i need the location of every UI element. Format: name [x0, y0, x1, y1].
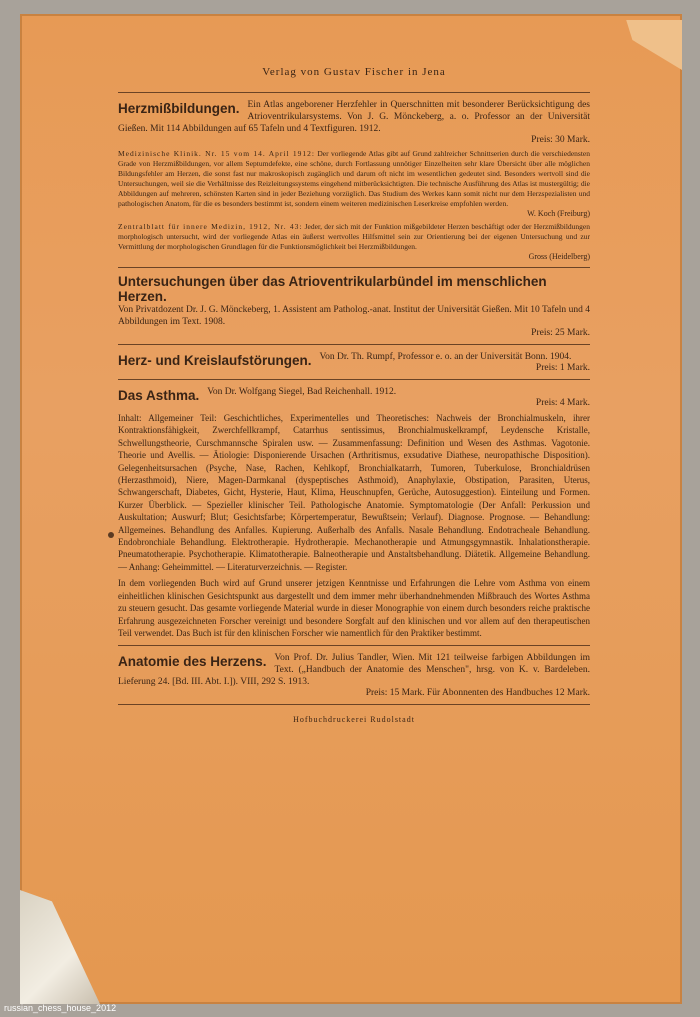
divider: [118, 645, 590, 646]
divider: [118, 344, 590, 345]
entry-title: Herzmißbildungen.: [118, 101, 240, 116]
entry-price: Preis: 1 Mark.: [535, 363, 590, 373]
review-2: [118, 222, 590, 252]
entry-description: Von Privatdozent Dr. J. G. Mönckeberg, 1. Assistent am Patholog.-anat. Institut der Universität Gießen. Mit 10 Tafeln und 4 Abbildungen im Text. 1908.: [118, 305, 590, 327]
divider: [118, 379, 590, 380]
entry-description: Von Dr. Th. Rumpf, Professor e. o. an der Universität Bonn. 1904.: [319, 352, 572, 362]
advertisement-page: [118, 60, 590, 724]
entry-herzmissbildungen: [118, 99, 590, 261]
review-signature: Gross (Heidelberg): [528, 252, 590, 261]
entry-price: Preis: 4 Mark.: [535, 398, 590, 408]
entry-contents: Inhalt: Allgemeiner Teil: Geschichtliches, Experimentelles und Theoretisches: Nachweis der Bronchialmuskeln, ihrer Kontraktionsfähigkeit, Zwerchfellkrampf, Catarrhus sentissimus, Bronchialmuskelkrampf, Leydensche Kristalle, Schwellungstheorie, Curschmannsche Spiralen usw. — Zusammenfassung: Definition und Wesen des Asthmas. Vagotonie. Theorie und Avellis. — Ätiologie: Disponierende Ursachen (Arthritismus, exsudative Diathese, neuropathische Disposition). Gelegenheitsursachen (Psyche, Nase, Rachen, Kehlkopf, Bronchialkatarrh, Tumoren, Tuberkulose, Bronchialdrüsen (Herzasthmoid), Niere, Magen-Darmkanal (dyspeptisches Asthmoid), Anaphylaxie, Obstipation, Parasiten, Uterus, Schwangerschaft, Diabetes, Gicht, Hysterie, Haut, Klima, Heuschnupfen, Gerüche, Autosuggestion). Einteilung und Formen. Kurzer Überblick. — Spezieller klinischer Teil. Pathologische Anatomie. Symptomatologie (Der Anfall: Perkussion und Auskultation; Auswurf; Blut; Gesichtsfarbe; Körpertemperatur, Bewußtsein; Verlauf). Diagnose. Prognose. — Behandlung: Allgemeines. Behandlung des Anfalles. Kupierung. Außerhalb des Anfalls. Nasale Behandlung. Endotracheale Behandlung. Endobronchiale Behandlung. Elektrotherapie. Hydrotherapie. Mechanotherapie und Atmungsgymnastik. Inhalationstherapie. Pneumatotherapie. Psychotherapie. Klimatotherapie. Balneotherapie und Anstaltsbehandlung. Diätetik. Allgemeine Behandlung. — Anhang: Geheimmittel. — Literaturverzeichnis. — Register.: [118, 413, 590, 572]
entry-description: Von Dr. Wolfgang Siegel, Bad Reichenhall. 1912.: [207, 387, 397, 397]
entry-price: Preis: 25 Mark.: [531, 328, 590, 338]
divider: [118, 92, 590, 93]
entry-title: Das Asthma.: [118, 388, 200, 403]
entry-title: Anatomie des Herzens.: [118, 654, 267, 670]
review-text: Jeder, der sich mit der Funktion mißgebildeter Herzen beschäftigt oder der Herzmißbildungen morphologisch untersucht, wird der vorliegende Atlas ein äußerst wertvolles Hilfsmittel sein zur Orientierung bei der eigenen Untersuchung und zur Vermittlung der morphologischen Grundlagen für die Funktionsmöglichkeit bei Herzmißbildungen.: [118, 222, 591, 251]
publisher-header: Verlag von Gustav Fischer in Jena: [262, 66, 446, 78]
printer-imprint: Hofbuchdruckerei Rudolstadt: [293, 715, 415, 725]
entry-atrioventrikularbuendel: [118, 274, 590, 338]
review-text: Der vorliegende Atlas gibt auf Grund zahlreicher Schnittserien durch die verschiedensten Grade von Herzmißbildungen, vor allem Septumdefekte, eine schöne, durch Fortlassung unnötiger Einzelheiten sehr klare Übersicht über alle möglichen Bildungsfehler am Herzen, die sonst fast nur makroskopisch zugänglich und darum oft nicht im wesentlichen gedeutet sind. Besonders wertvoll sind die Untersuchungen, weil sie die Verhältnisse des Reizleitungssystems eingehend mitberücksichtigten. Die technische Ausführung des Atlas ist mustergültig; die Abbildungen auf mehreren, schönsten Karten sind in jeder Beziehung vorzüglich. Das Studium des Werkes kann somit nicht nur dem Herzspezialisten und pathologischen Anatom, für die es besonders bestimmt ist, sondern einem weiteren medizinischen Leserkreise empfohlen werden.: [118, 149, 590, 208]
entry-kreislaufstoerungen: [118, 351, 590, 373]
watermark: russian_chess_house_2012: [4, 1003, 117, 1013]
entry-title: Untersuchungen über das Atrioventrikularbündel im menschlichen Herzen.: [118, 274, 547, 304]
entry-anatomie-des-herzens: [118, 652, 590, 698]
divider: [118, 267, 590, 268]
entry-asthma: [118, 386, 590, 639]
entry-price: Preis: 15 Mark. Für Abonnenten des Handbuches 12 Mark.: [365, 688, 590, 699]
review-signature: W. Koch (Freiburg): [527, 209, 590, 218]
review-1: [118, 149, 590, 209]
entry-price: Preis: 30 Mark.: [531, 135, 590, 145]
entry-description: Ein Atlas angeborener Herzfehler in Querschnitten mit besonderer Berücksichtigung des Atrioventrikularsystems. Von J. G. Mönckeberg, a. o. Professor an der Universität Gießen. Mit 114 Abbildungen auf 65 Tafeln und 4 Textfiguren. 1912.: [118, 100, 590, 134]
divider: [118, 704, 590, 705]
entry-title: Herz- und Kreislaufstörungen.: [118, 353, 312, 368]
review-source: Medizinische Klinik. Nr. 15 vom 14. April 1912:: [118, 149, 316, 158]
entry-description: Von Prof. Dr. Julius Tandler, Wien. Mit 121 teilweise farbigen Abbildungen im Text. („Handbuch der Anatomie des Menschen", hrsg. von K. v. Bardeleben. Lieferung 24. [Bd. III. Abt. I.]). VIII, 292 S. 1913.: [118, 653, 590, 688]
review-source: Zentralblatt für innere Medizin, 1912, Nr. 43:: [118, 222, 303, 231]
entry-note: In dem vorliegenden Buch wird auf Grund unserer jetzigen Kenntnisse und Erfahrungen die Lehre vom Asthma von einem einheitlichen klinischen Gesichtspunkt aus dargestellt und dem immer mehr überhandnehmenden Mißbrauch des Wortes Asthma zu steuern gesucht. Das gesamte vorliegende Material wurde in dieser Monographie von einem durch besonders reiche praktische Erfahrung ausgezeichneten Forscher vereinigt und besondere Sorgfalt auf den klinischen und vor allem auf den therapeutischen Teil verwendet. Das Buch ist für den klinischen Forscher wie namentlich für den Praktiker bestimmt.: [118, 578, 590, 638]
stain-dot: [108, 532, 114, 538]
